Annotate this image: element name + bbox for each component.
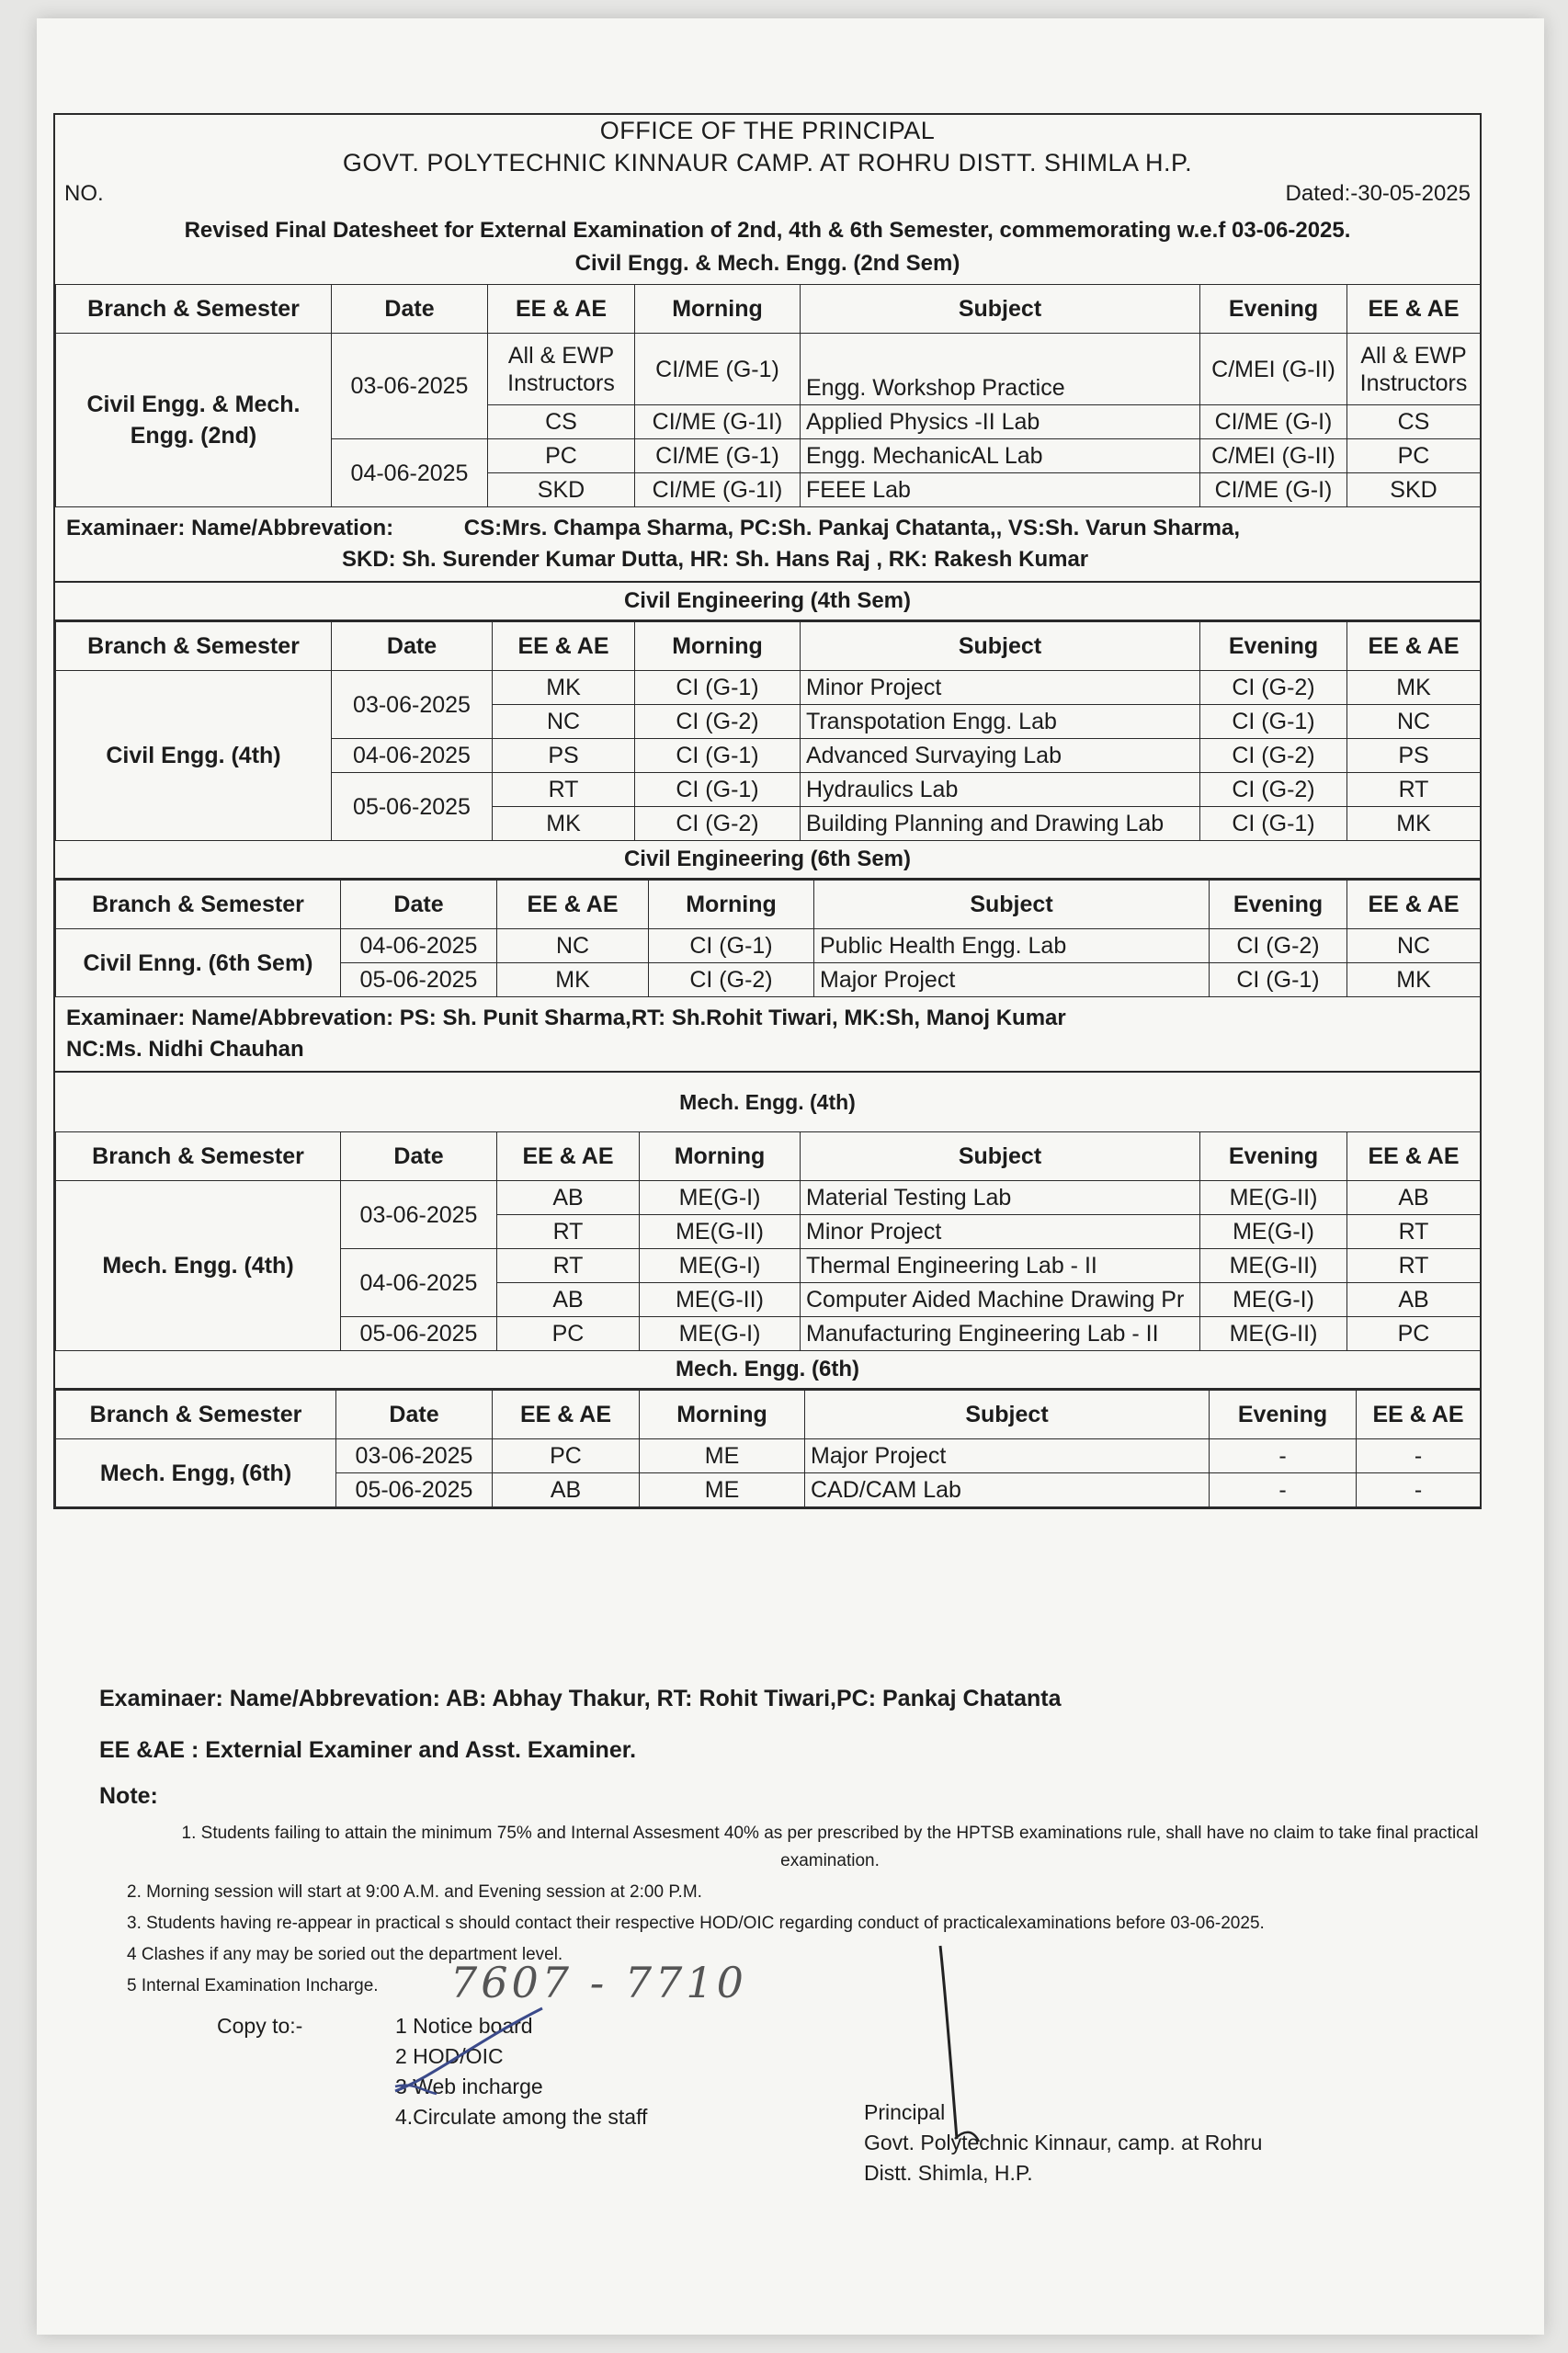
subject-cell: CAD/CAM Lab (805, 1473, 1210, 1507)
table-row (56, 1439, 1481, 1473)
ee-cell: AB (497, 1181, 640, 1215)
ee-cell: MK (493, 807, 635, 841)
footer-block (99, 1673, 1533, 2004)
subject-cell: Manufacturing Engineering Lab - II (801, 1317, 1200, 1351)
morning-cell: CI (G-1) (649, 929, 814, 963)
ee2-cell: All & EWP Instructors (1347, 334, 1481, 405)
ref-number-label: NO. (64, 181, 104, 206)
ee-cell: RT (497, 1215, 640, 1249)
evening-cell: CI (G-1) (1210, 963, 1347, 997)
table-2nd-sem (55, 284, 1481, 507)
col-branch: Branch & Semester (56, 622, 332, 671)
subject-cell: Major Project (805, 1439, 1210, 1473)
ee2-cell: RT (1347, 773, 1481, 807)
note-item: 4 Clashes if any may be soried out the department level. (127, 1945, 563, 1964)
ee-cell: MK (497, 963, 649, 997)
examiner-label: Examinaer: Name/Abbrevation: (66, 516, 394, 540)
ee-cell: RT (493, 773, 635, 807)
ee-cell: NC (497, 929, 649, 963)
handwritten-number-range: 7607 - 7710 (450, 1958, 747, 2007)
branch-cell: Mech. Engg, (6th) (56, 1439, 336, 1507)
note-item: 3. Students having re-appear in practical s should contact their respective HOD/OIC regarding conduct of practicalexaminations before 03-06-2025. (127, 1914, 1265, 1933)
evening-cell: CI (G-1) (1200, 807, 1347, 841)
ee2-cell: PS (1347, 739, 1481, 773)
date-cell: 04-06-2025 (332, 439, 488, 507)
list-item: 3 Web incharge (395, 2075, 543, 2098)
evening-cell: CI (G-2) (1200, 773, 1347, 807)
copy-to-label: Copy to:- (217, 2014, 303, 2038)
subject-cell: Computer Aided Machine Drawing Pr (801, 1283, 1200, 1317)
examiner-names-1: CS:Mrs. Champa Sharma, PC:Sh. Pankaj Chatanta,, VS:Sh. Varun Sharma, (463, 516, 1241, 540)
evening-cell: ME(G-I) (1200, 1283, 1347, 1317)
ee2-cell: RT (1347, 1249, 1481, 1283)
col-morning: Morning (649, 881, 814, 929)
subject-cell: Major Project (814, 963, 1210, 997)
section-title-mech-6th: Mech. Engg. (6th) (55, 1351, 1480, 1390)
list-item: 1 Notice board (395, 2014, 533, 2038)
section-title-2nd-sem: Civil Engg. & Mech. Engg. (2nd Sem) (574, 251, 960, 276)
ee2-cell: - (1357, 1473, 1481, 1507)
col-branch: Branch & Semester (56, 285, 332, 334)
evening-cell: ME(G-II) (1200, 1317, 1347, 1351)
examiner-names-3: Examinaer: Name/Abbrevation: PS: Sh. Punit Sharma,RT: Sh.Rohit Tiwari, MK:Sh, Manoj Kumar (66, 1006, 1066, 1030)
col-subject: Subject (801, 622, 1200, 671)
subject-cell: Material Testing Lab (801, 1181, 1200, 1215)
ee-cell: NC (493, 705, 635, 739)
col-ee-ae: EE & AE (493, 1391, 640, 1439)
morning-cell: CI (G-1) (635, 739, 801, 773)
datesheet-subject: Revised Final Datesheet for External Examination of 2nd, 4th & 6th Semester, commemorating w.e.f 03-06-2025. (184, 218, 1351, 243)
ee2-cell: PC (1347, 439, 1481, 473)
ee2-cell: MK (1347, 807, 1481, 841)
evening-cell: CI/ME (G-I) (1200, 405, 1347, 439)
col-date: Date (341, 1132, 497, 1181)
morning-cell: ME(G-I) (640, 1181, 801, 1215)
col-subject: Subject (801, 285, 1200, 334)
note-label: Note: (99, 1783, 158, 1809)
branch-cell: Mech. Engg. (4th) (56, 1181, 341, 1351)
date-cell: 05-06-2025 (336, 1473, 493, 1507)
col-morning: Morning (635, 285, 801, 334)
ee2-cell: AB (1347, 1181, 1481, 1215)
col-branch: Branch & Semester (56, 1132, 341, 1181)
examiner-block-2 (55, 997, 1480, 1073)
subject-cell: Engg. MechanicAL Lab (801, 439, 1200, 473)
ee2-cell: - (1357, 1439, 1481, 1473)
date-cell: 04-06-2025 (341, 1249, 497, 1317)
ee-cell: CS (488, 405, 635, 439)
table-row (56, 929, 1481, 963)
table-header-row (56, 622, 1481, 671)
col-ee-ae-evening: EE & AE (1347, 285, 1481, 334)
col-subject: Subject (805, 1391, 1210, 1439)
ee-cell: All & EWP Instructors (488, 334, 635, 405)
ee-cell: PC (497, 1317, 640, 1351)
evening-cell: CI (G-2) (1200, 671, 1347, 705)
morning-cell: CI/ME (G-1I) (635, 405, 801, 439)
col-morning: Morning (635, 622, 801, 671)
list-item: 2 HOD/OIC (395, 2044, 504, 2068)
evening-cell: C/MEI (G-II) (1200, 334, 1347, 405)
evening-cell: CI (G-1) (1200, 705, 1347, 739)
col-ee-ae-evening: EE & AE (1347, 622, 1481, 671)
col-evening: Evening (1210, 881, 1347, 929)
date-cell: 05-06-2025 (341, 963, 497, 997)
table-row (56, 671, 1481, 705)
ee-cell: AB (493, 1473, 640, 1507)
morning-cell: CI/ME (G-1I) (635, 473, 801, 507)
col-subject: Subject (814, 881, 1210, 929)
morning-cell: CI/ME (G-1) (635, 439, 801, 473)
table-header-row (56, 1391, 1481, 1439)
col-evening: Evening (1210, 1391, 1357, 1439)
evening-cell: ME(G-II) (1200, 1181, 1347, 1215)
morning-cell: ME(G-I) (640, 1317, 801, 1351)
date-cell: 03-06-2025 (341, 1181, 497, 1249)
institute-title: GOVT. POLYTECHNIC KINNAUR CAMP. AT ROHRU DISTT. SHIMLA H.P. (342, 149, 1193, 176)
date-cell: 03-06-2025 (332, 334, 488, 439)
col-ee-ae-evening: EE & AE (1357, 1391, 1481, 1439)
principal-signature-block (864, 2097, 1262, 2188)
table-row (56, 334, 1481, 405)
col-branch: Branch & Semester (56, 881, 341, 929)
ee-cell: PS (493, 739, 635, 773)
ee2-cell: PC (1347, 1317, 1481, 1351)
morning-cell: CI (G-2) (649, 963, 814, 997)
morning-cell: CI (G-2) (635, 705, 801, 739)
branch-cell: Civil Engg. & Mech. Engg. (2nd) (56, 334, 332, 507)
evening-cell: C/MEI (G-II) (1200, 439, 1347, 473)
col-ee-ae: EE & AE (497, 1132, 640, 1181)
note-item: 1. Students failing to attain the minimum 75% and Internal Assesment 40% as per prescribed by the HPTSB examinations rule, shall have no claim to take final practical examination. (181, 1824, 1479, 1870)
col-branch: Branch & Semester (56, 1391, 336, 1439)
evening-cell: ME(G-II) (1200, 1249, 1347, 1283)
col-date: Date (341, 881, 497, 929)
signature-institute: Govt. Polytechnic Kinnaur, camp. at Rohru (864, 2131, 1263, 2154)
examiner-names-4: NC:Ms. Nidhi Chauhan (66, 1037, 304, 1062)
ee2-cell: SKD (1347, 473, 1481, 507)
table-mech-4th (55, 1131, 1481, 1351)
date-cell: 04-06-2025 (341, 929, 497, 963)
ee-cell: RT (497, 1249, 640, 1283)
subject-cell: FEEE Lab (801, 473, 1200, 507)
subject-cell: Transpotation Engg. Lab (801, 705, 1200, 739)
datesheet-frame (53, 113, 1482, 1509)
subject-cell: Engg. Workshop Practice (801, 334, 1200, 405)
office-title: OFFICE OF THE PRINCIPAL (599, 117, 936, 144)
subject-cell: Minor Project (801, 671, 1200, 705)
ee2-cell: CS (1347, 405, 1481, 439)
section-title-mech-4th: Mech. Engg. (4th) (679, 1090, 856, 1114)
date-cell: 03-06-2025 (332, 671, 493, 739)
morning-cell: CI (G-1) (635, 773, 801, 807)
col-date: Date (332, 622, 493, 671)
col-ee-ae: EE & AE (497, 881, 649, 929)
subject-cell: Public Health Engg. Lab (814, 929, 1210, 963)
col-evening: Evening (1200, 1132, 1347, 1181)
evening-cell: CI (G-2) (1200, 739, 1347, 773)
examiner-names-2: SKD: Sh. Surender Kumar Dutta, HR: Sh. Hans Raj , RK: Rakesh Kumar (342, 547, 1089, 572)
table-civil-4th (55, 621, 1481, 841)
col-date: Date (336, 1391, 493, 1439)
col-evening: Evening (1200, 622, 1347, 671)
ee2-cell: AB (1347, 1283, 1481, 1317)
col-ee-ae-evening: EE & AE (1347, 881, 1481, 929)
ee-cell: PC (493, 1439, 640, 1473)
ee-cell: SKD (488, 473, 635, 507)
examiner-block-1 (55, 507, 1480, 583)
ee-cell: MK (493, 671, 635, 705)
note-item: 5 Internal Examination Incharge. (127, 1976, 379, 1995)
branch-cell: Civil Enng. (6th Sem) (56, 929, 341, 997)
morning-cell: ME(G-II) (640, 1283, 801, 1317)
table-header-row (56, 1132, 1481, 1181)
col-ee-ae: EE & AE (488, 285, 635, 334)
ee2-cell: MK (1347, 671, 1481, 705)
ref-row (55, 179, 1480, 209)
date-cell: 05-06-2025 (332, 773, 493, 841)
col-morning: Morning (640, 1391, 805, 1439)
ee2-cell: MK (1347, 963, 1481, 997)
notes-list (127, 1820, 1533, 2000)
table-mech-6th (55, 1390, 1481, 1507)
col-date: Date (332, 285, 488, 334)
section-title-civil-6th: Civil Engineering (6th Sem) (55, 841, 1480, 880)
pen-tick-mark (386, 2004, 551, 2105)
subject-cell: Applied Physics -II Lab (801, 405, 1200, 439)
section-title-civil-4th: Civil Engineering (4th Sem) (55, 583, 1480, 621)
note-item: 2. Morning session will start at 9:00 A.M. and Evening session at 2:00 P.M. (127, 1882, 702, 1902)
table-civil-6th (55, 880, 1481, 997)
table-header-row (56, 285, 1481, 334)
date-cell: 03-06-2025 (336, 1439, 493, 1473)
signature-title: Principal (864, 2100, 946, 2124)
examiner-footer: Examinaer: Name/Abbrevation: AB: Abhay Thakur, RT: Rohit Tiwari,PC: Pankaj Chatanta (99, 1686, 1062, 1711)
ee2-cell: NC (1347, 705, 1481, 739)
branch-cell: Civil Engg. (4th) (56, 671, 332, 841)
morning-cell: ME(G-II) (640, 1215, 801, 1249)
list-item: 4.Circulate among the staff (395, 2105, 648, 2129)
ee-cell: AB (497, 1283, 640, 1317)
col-ee-ae: EE & AE (493, 622, 635, 671)
subject-cell: Advanced Survaying Lab (801, 739, 1200, 773)
table-row (56, 1181, 1481, 1215)
evening-cell: CI/ME (G-I) (1200, 473, 1347, 507)
table-header-row (56, 881, 1481, 929)
col-ee-ae-evening: EE & AE (1347, 1132, 1481, 1181)
morning-cell: CI (G-1) (635, 671, 801, 705)
ee-cell: PC (488, 439, 635, 473)
col-evening: Evening (1200, 285, 1347, 334)
signature-district: Distt. Shimla, H.P. (864, 2161, 1033, 2185)
subject-cell: Hydraulics Lab (801, 773, 1200, 807)
morning-cell: ME (640, 1473, 805, 1507)
subject-cell: Minor Project (801, 1215, 1200, 1249)
morning-cell: ME(G-I) (640, 1249, 801, 1283)
evening-cell: - (1210, 1439, 1357, 1473)
morning-cell: ME (640, 1439, 805, 1473)
ee2-cell: NC (1347, 929, 1481, 963)
ee-ae-definition: EE &AE : Externial Examiner and Asst. Examiner. (99, 1737, 637, 1763)
subject-cell: Thermal Engineering Lab - II (801, 1249, 1200, 1283)
evening-cell: ME(G-I) (1200, 1215, 1347, 1249)
evening-cell: - (1210, 1473, 1357, 1507)
col-subject: Subject (801, 1132, 1200, 1181)
evening-cell: CI (G-2) (1210, 929, 1347, 963)
date-cell: 05-06-2025 (341, 1317, 497, 1351)
subject-cell: Building Planning and Drawing Lab (801, 807, 1200, 841)
morning-cell: CI/ME (G-1) (635, 334, 801, 405)
morning-cell: CI (G-2) (635, 807, 801, 841)
date-cell: 04-06-2025 (332, 739, 493, 773)
col-morning: Morning (640, 1132, 801, 1181)
dated-label: Dated:-30-05-2025 (1285, 181, 1471, 206)
ee2-cell: RT (1347, 1215, 1481, 1249)
